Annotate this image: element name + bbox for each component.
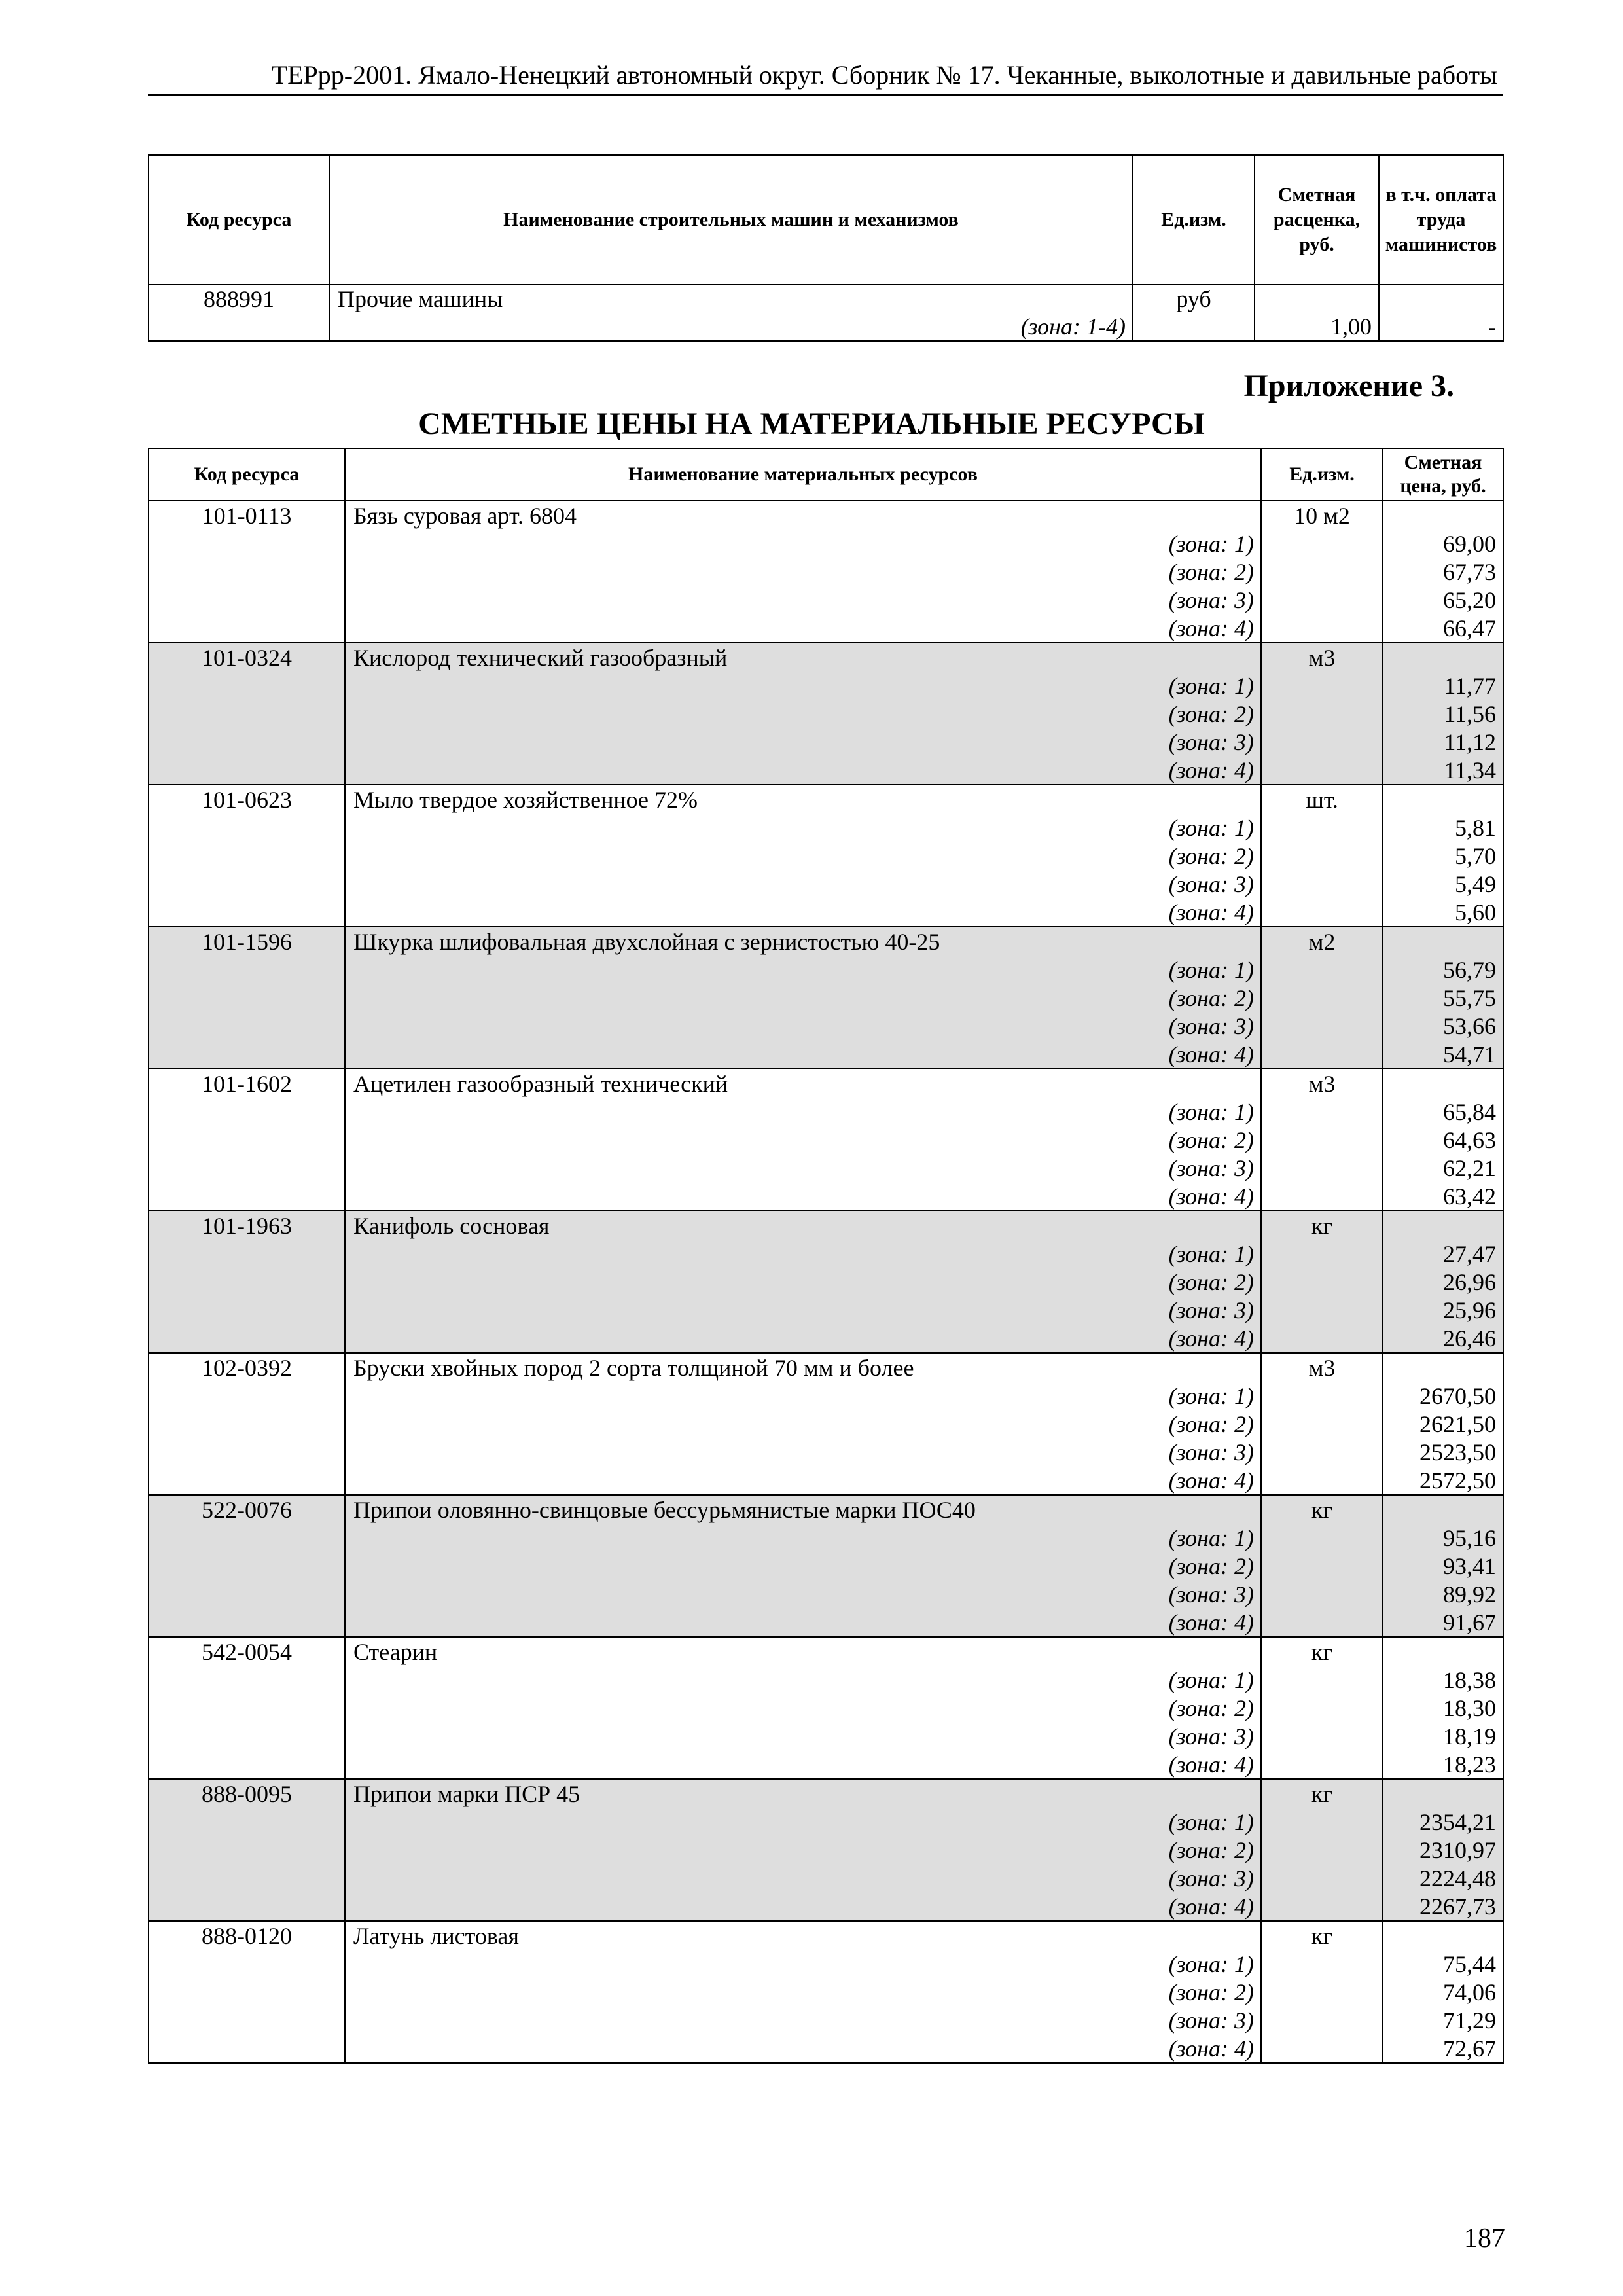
table-row [149, 285, 1503, 313]
material-unit: кг [1261, 1495, 1383, 1524]
table-row [149, 1722, 1503, 1750]
material-price: 5,70 [1383, 842, 1503, 870]
table-row [149, 672, 1503, 700]
table-row [149, 1779, 1503, 1808]
table-row [149, 1495, 1503, 1524]
material-price: 18,19 [1383, 1722, 1503, 1750]
material-price: 67,73 [1383, 558, 1503, 586]
table-row [149, 1040, 1503, 1069]
material-price: 5,49 [1383, 870, 1503, 898]
material-zone: (зона: 2) [345, 1552, 1261, 1580]
machine-price: 1,00 [1255, 313, 1379, 341]
material-zone: (зона: 1) [345, 814, 1261, 842]
material-zone: (зона: 4) [345, 2034, 1261, 2063]
table-row [149, 1154, 1503, 1182]
table-row [149, 1750, 1503, 1779]
material-zone: (зона: 2) [345, 1836, 1261, 1864]
machines-header-price: Сметная расценка, руб. [1255, 155, 1379, 285]
material-zone: (зона: 3) [345, 2006, 1261, 2034]
material-zone: (зона: 3) [345, 1722, 1261, 1750]
material-price: 11,12 [1383, 728, 1503, 756]
material-price: 53,66 [1383, 1012, 1503, 1040]
material-zone: (зона: 1) [345, 956, 1261, 984]
material-zone: (зона: 4) [345, 1466, 1261, 1495]
machine-labor: - [1379, 313, 1503, 341]
table-row [149, 313, 1503, 341]
material-code: 101-0113 [149, 501, 345, 529]
material-name: Стеарин [345, 1637, 1261, 1666]
material-price: 5,81 [1383, 814, 1503, 842]
material-zone: (зона: 3) [345, 1154, 1261, 1182]
material-zone: (зона: 4) [345, 614, 1261, 643]
table-row [149, 1466, 1503, 1495]
material-price: 2572,50 [1383, 1466, 1503, 1495]
material-code: 101-0623 [149, 785, 345, 814]
table-row [149, 586, 1503, 614]
material-price: 55,75 [1383, 984, 1503, 1012]
material-zone: (зона: 4) [345, 1324, 1261, 1353]
table-row [149, 870, 1503, 898]
table-row [149, 1268, 1503, 1296]
table-row [149, 1694, 1503, 1722]
material-zone: (зона: 2) [345, 1268, 1261, 1296]
material-price: 2267,73 [1383, 1892, 1503, 1921]
material-zone: (зона: 4) [345, 1750, 1261, 1779]
material-zone: (зона: 1) [345, 1666, 1261, 1694]
material-unit: м2 [1261, 927, 1383, 956]
material-code: 888-0120 [149, 1921, 345, 1950]
material-zone: (зона: 2) [345, 1978, 1261, 2006]
material-code: 101-1602 [149, 1069, 345, 1098]
material-price: 2310,97 [1383, 1836, 1503, 1864]
material-zone: (зона: 1) [345, 1240, 1261, 1268]
material-price: 25,96 [1383, 1296, 1503, 1324]
table-row [149, 1524, 1503, 1552]
material-zone: (зона: 4) [345, 898, 1261, 927]
material-unit: м3 [1261, 1069, 1383, 1098]
material-price: 18,30 [1383, 1694, 1503, 1722]
table-row [149, 700, 1503, 728]
table-row [149, 2034, 1503, 2063]
material-zone: (зона: 3) [345, 1012, 1261, 1040]
table-row [149, 558, 1503, 586]
material-price: 2670,50 [1383, 1382, 1503, 1410]
table-row [149, 1808, 1503, 1836]
table-row [149, 1666, 1503, 1694]
material-zone: (зона: 2) [345, 1410, 1261, 1438]
table-row [149, 1410, 1503, 1438]
material-unit: шт. [1261, 785, 1383, 814]
material-price: 72,67 [1383, 2034, 1503, 2063]
running-header [148, 58, 1503, 96]
table-row [149, 1012, 1503, 1040]
material-price: 66,47 [1383, 614, 1503, 643]
materials-header-name: Наименование материальных ресурсов [345, 448, 1261, 501]
table-row [149, 1864, 1503, 1892]
material-price: 89,92 [1383, 1580, 1503, 1608]
table-row [149, 1098, 1503, 1126]
material-code: 888-0095 [149, 1779, 345, 1808]
table-row [149, 1353, 1503, 1382]
material-unit: м3 [1261, 643, 1383, 672]
table-row [149, 1296, 1503, 1324]
table-row [149, 1950, 1503, 1978]
material-price: 26,46 [1383, 1324, 1503, 1353]
material-unit: кг [1261, 1211, 1383, 1240]
material-name: Бязь суровая арт. 6804 [345, 501, 1261, 529]
material-price: 75,44 [1383, 1950, 1503, 1978]
table-row [149, 984, 1503, 1012]
table-row [149, 501, 1503, 529]
material-zone: (зона: 2) [345, 1126, 1261, 1154]
material-name: Припои оловянно-свинцовые бессурьмянистые марки ПОС40 [345, 1495, 1261, 1524]
table-row [149, 1836, 1503, 1864]
machines-header-code: Код ресурса [149, 155, 329, 285]
material-name: Шкурка шлифовальная двухслойная с зернистостью 40-25 [345, 927, 1261, 956]
material-zone: (зона: 1) [345, 672, 1261, 700]
material-zone: (зона: 3) [345, 1296, 1261, 1324]
table-row [149, 1211, 1503, 1240]
material-price: 11,56 [1383, 700, 1503, 728]
material-code: 101-1963 [149, 1211, 345, 1240]
material-zone: (зона: 1) [345, 1524, 1261, 1552]
material-zone: (зона: 1) [345, 1098, 1261, 1126]
table-row [149, 643, 1503, 672]
materials-header-price: Сметная цена, руб. [1383, 448, 1503, 501]
running-header-title: ТЕРрр-2001. Ямало-Ненецкий автономный округ. Сборник № 17. Чеканные, выколотные и давильные работы [271, 60, 1497, 90]
material-zone: (зона: 4) [345, 1608, 1261, 1637]
material-zone: (зона: 2) [345, 700, 1261, 728]
material-code: 102-0392 [149, 1353, 345, 1382]
material-price: 2224,48 [1383, 1864, 1503, 1892]
material-price: 11,34 [1383, 756, 1503, 785]
material-price: 27,47 [1383, 1240, 1503, 1268]
table-row [149, 785, 1503, 814]
material-code: 101-1596 [149, 927, 345, 956]
material-zone: (зона: 3) [345, 1580, 1261, 1608]
material-zone: (зона: 1) [345, 1950, 1261, 1978]
material-zone: (зона: 3) [345, 586, 1261, 614]
table-row [149, 1324, 1503, 1353]
table-row [149, 956, 1503, 984]
material-price: 74,06 [1383, 1978, 1503, 2006]
material-zone: (зона: 2) [345, 558, 1261, 586]
material-unit: м3 [1261, 1353, 1383, 1382]
material-unit: кг [1261, 1637, 1383, 1666]
table-row [149, 814, 1503, 842]
table-row [149, 1182, 1503, 1211]
material-price: 65,84 [1383, 1098, 1503, 1126]
machines-header-labor: в т.ч. оплата труда машинистов [1379, 155, 1503, 285]
machine-name: Прочие машины [329, 285, 1133, 313]
material-price: 64,63 [1383, 1126, 1503, 1154]
material-code: 101-0324 [149, 643, 345, 672]
material-zone: (зона: 3) [345, 1864, 1261, 1892]
machine-unit: руб [1133, 285, 1255, 313]
material-price: 2354,21 [1383, 1808, 1503, 1836]
table-row [149, 529, 1503, 558]
table-row [149, 728, 1503, 756]
table-row [149, 1892, 1503, 1921]
materials-header-code: Код ресурса [149, 448, 345, 501]
material-zone: (зона: 2) [345, 984, 1261, 1012]
table-row [149, 756, 1503, 785]
material-price: 56,79 [1383, 956, 1503, 984]
materials-table [148, 448, 1504, 2064]
machines-header-unit: Ед.изм. [1133, 155, 1255, 285]
page-number: 187 [1464, 2223, 1505, 2253]
table-row [149, 1921, 1503, 1950]
material-name: Ацетилен газообразный технический [345, 1069, 1261, 1098]
material-name: Латунь листовая [345, 1921, 1261, 1950]
table-row [149, 2006, 1503, 2034]
material-zone: (зона: 3) [345, 1438, 1261, 1466]
material-zone: (зона: 1) [345, 1808, 1261, 1836]
material-zone: (зона: 2) [345, 1694, 1261, 1722]
material-unit: 10 м2 [1261, 501, 1383, 529]
material-price: 5,60 [1383, 898, 1503, 927]
table-row [149, 842, 1503, 870]
material-name: Мыло твердое хозяйственное 72% [345, 785, 1261, 814]
material-zone: (зона: 1) [345, 529, 1261, 558]
material-price: 69,00 [1383, 529, 1503, 558]
material-name: Кислород технический газообразный [345, 643, 1261, 672]
material-zone: (зона: 4) [345, 756, 1261, 785]
material-name: Канифоль сосновая [345, 1211, 1261, 1240]
material-price: 54,71 [1383, 1040, 1503, 1069]
material-price: 26,96 [1383, 1268, 1503, 1296]
material-unit: кг [1261, 1921, 1383, 1950]
materials-body [149, 501, 1503, 2063]
material-price: 11,77 [1383, 672, 1503, 700]
material-zone: (зона: 4) [345, 1892, 1261, 1921]
material-zone: (зона: 3) [345, 728, 1261, 756]
material-code: 522-0076 [149, 1495, 345, 1524]
material-zone: (зона: 4) [345, 1182, 1261, 1211]
machines-table [148, 154, 1504, 342]
table-row [149, 1978, 1503, 2006]
material-zone: (зона: 4) [345, 1040, 1261, 1069]
table-row [149, 927, 1503, 956]
material-price: 71,29 [1383, 2006, 1503, 2034]
material-price: 95,16 [1383, 1524, 1503, 1552]
table-row [149, 614, 1503, 643]
table-row [149, 1382, 1503, 1410]
material-unit: кг [1261, 1779, 1383, 1808]
material-zone: (зона: 2) [345, 842, 1261, 870]
material-price: 2523,50 [1383, 1438, 1503, 1466]
materials-header-unit: Ед.изм. [1261, 448, 1383, 501]
table-row [149, 1126, 1503, 1154]
table-row [149, 898, 1503, 927]
material-zone: (зона: 3) [345, 870, 1261, 898]
material-zone: (зона: 1) [345, 1382, 1261, 1410]
material-name: Бруски хвойных пород 2 сорта толщиной 70 мм и более [345, 1353, 1261, 1382]
table-row [149, 1580, 1503, 1608]
appendix-label: Приложение 3. [1243, 368, 1454, 403]
machine-code: 888991 [149, 285, 329, 313]
material-price: 65,20 [1383, 586, 1503, 614]
material-price: 91,67 [1383, 1608, 1503, 1637]
machine-zone: (зона: 1-4) [329, 313, 1133, 341]
table-row [149, 1608, 1503, 1637]
machines-header-name: Наименование строительных машин и механизмов [329, 155, 1133, 285]
material-price: 93,41 [1383, 1552, 1503, 1580]
section-title: СМЕТНЫЕ ЦЕНЫ НА МАТЕРИАЛЬНЫЕ РЕСУРСЫ [418, 406, 1205, 441]
material-price: 63,42 [1383, 1182, 1503, 1211]
material-price: 2621,50 [1383, 1410, 1503, 1438]
material-price: 18,38 [1383, 1666, 1503, 1694]
material-price: 18,23 [1383, 1750, 1503, 1779]
material-name: Припои марки ПСР 45 [345, 1779, 1261, 1808]
table-row [149, 1069, 1503, 1098]
table-row [149, 1637, 1503, 1666]
table-row [149, 1438, 1503, 1466]
table-row [149, 1552, 1503, 1580]
material-price: 62,21 [1383, 1154, 1503, 1182]
table-row [149, 1240, 1503, 1268]
material-code: 542-0054 [149, 1637, 345, 1666]
